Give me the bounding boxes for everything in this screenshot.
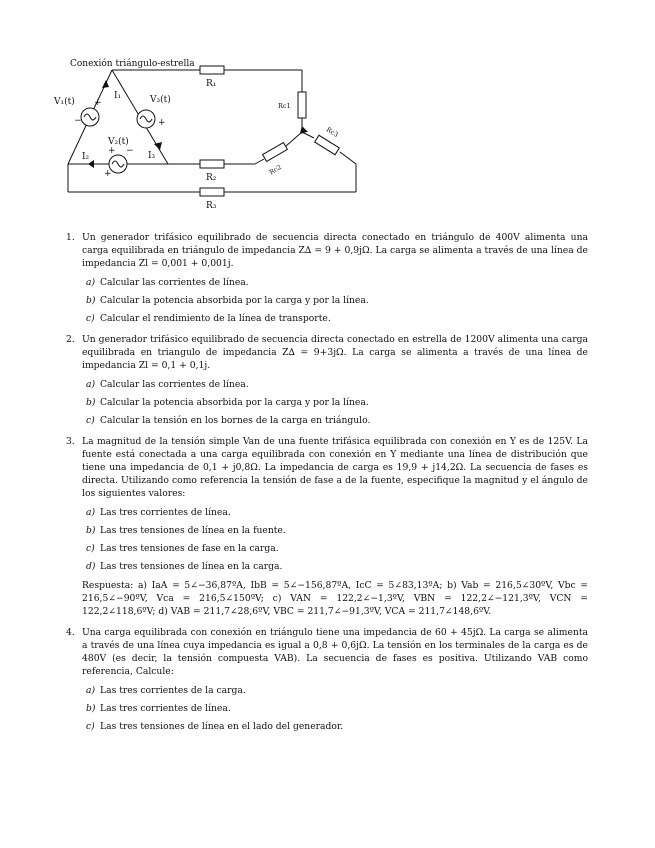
sub-text: Las tres corrientes de la carga. bbox=[100, 685, 246, 696]
minus-v2: − bbox=[126, 146, 134, 156]
minus-v1: − bbox=[74, 116, 82, 126]
sub-question bbox=[86, 414, 588, 427]
sub-question bbox=[86, 396, 588, 409]
sub-text: Las tres tensiones de línea en la carga. bbox=[100, 561, 283, 572]
sub-question-list bbox=[86, 506, 588, 573]
sub-label: a) bbox=[86, 507, 96, 518]
sub-text: Calcular la potencia absorbida por la carga y por la línea. bbox=[100, 295, 369, 306]
answer-text: Respuesta: a) IaA = 5∠−36,87ºA, IbB = 5∠−156,87ºA, IcC = 5∠83,13ºA; b) Vab = 216,5∠30ºV, Vbc = 216,5∠−90ºV, Vca = 216,5∠150ºV; c) VAN = 122,2∠−1,3ºV, VBN = 122,2∠−121,3ºV, VCN = 122,2∠118,6ºV; d) VAB = 211,7∠28,6ºV, VBC = 211,7∠−91,3ºV, VCA = 211,7∠148,6ºV. bbox=[82, 580, 588, 617]
plus-v3: + bbox=[158, 118, 166, 128]
sub-question bbox=[86, 378, 588, 391]
problem-list bbox=[66, 231, 588, 741]
sub-label: c) bbox=[86, 543, 95, 554]
sub-label: b) bbox=[86, 525, 96, 536]
sub-question bbox=[86, 312, 588, 325]
label-v2: V₂(t) bbox=[108, 137, 129, 147]
sub-question-list bbox=[86, 378, 588, 427]
problem-4 bbox=[66, 626, 588, 733]
problem-1 bbox=[66, 231, 588, 325]
resistor-rc2 bbox=[263, 143, 288, 162]
sub-text: Las tres corrientes de línea. bbox=[100, 507, 231, 518]
plus-v2: + bbox=[108, 146, 116, 156]
problem-statement: Un generador trifásico equilibrado de secuencia directa conectado en triángulo de 400V alimenta una carga equilibrada en triángulo de impedancia Z∆ = 9 + 0,9jΩ. La carga se alimenta a través de una línea de impedancia Zl = 0,001 + 0,001j. bbox=[82, 232, 588, 269]
label-i2: I₂ bbox=[82, 152, 90, 162]
problem-statement: Un generador trifásico equilibrado de secuencia directa conectado en estrella de 1200V alimenta una carga equilibrada en triangulo de impedancia Z∆ = 9+3jΩ. La carga se alimenta a través de una línea de impedancia Zl = 0,1 + 0,1j. bbox=[82, 334, 588, 371]
resistor-r1 bbox=[200, 66, 224, 74]
problem-number: 1. bbox=[66, 232, 75, 243]
sub-text: Calcular las corrientes de línea. bbox=[100, 277, 249, 288]
sub-question bbox=[86, 702, 588, 715]
resistor-r2 bbox=[200, 160, 224, 168]
sub-question bbox=[86, 276, 588, 289]
circuit-title: Conexión triángulo-estrella bbox=[70, 59, 195, 69]
plus-v1: + bbox=[94, 98, 102, 108]
problem-number: 2. bbox=[66, 334, 75, 345]
sub-question bbox=[86, 294, 588, 307]
sub-question bbox=[86, 506, 588, 519]
sub-text: Calcular el rendimiento de la línea de transporte. bbox=[100, 313, 331, 324]
star-node bbox=[301, 131, 304, 134]
sub-label: d) bbox=[86, 561, 96, 572]
label-r3: R₃ bbox=[206, 201, 217, 211]
plus-v2-bottom: + bbox=[104, 169, 112, 179]
sub-text: Calcular la potencia absorbida por la carga y por la línea. bbox=[100, 397, 369, 408]
label-rc2: Rc2 bbox=[267, 163, 283, 177]
label-rc1: Rc1 bbox=[278, 102, 291, 110]
label-r1: R₁ bbox=[206, 79, 217, 89]
label-i3: I₃ bbox=[148, 151, 156, 161]
problem-2 bbox=[66, 333, 588, 427]
sub-label: a) bbox=[86, 685, 96, 696]
circuit-diagram bbox=[50, 52, 370, 222]
label-rc3: Rc3 bbox=[324, 125, 340, 139]
resistor-rc1 bbox=[298, 92, 306, 118]
arrow-i1 bbox=[102, 80, 109, 88]
label-r2: R₂ bbox=[206, 173, 217, 183]
sub-label: c) bbox=[86, 721, 95, 732]
sub-question bbox=[86, 720, 588, 733]
triangle-star-circuit bbox=[50, 52, 370, 222]
sub-text: Las tres tensiones de línea en el lado del generador. bbox=[100, 721, 344, 732]
problem-statement: La magnitud de la tensión simple Van de una fuente trifásica equilibrada con conexión en Y es de 125V. La fuente está conectada a una carga equilibrada con conexión en Y mediante una línea de distribución que tiene una impedancia de 0,1 + j0,8Ω. La impedancia de carga es 19,9 + j14,2Ω. La secuencia de fases es directa. Utilizando como referencia la tensión de fase a de la fuente, especifique la magnitud y el ángulo de los siguientes valores: bbox=[82, 436, 588, 499]
problem-statement: Una carga equilibrada con conexión en triángulo tiene una impedancia de 60 + 45jΩ. La carga se alimenta a través de una línea cuya impedancia es igual a 0,8 + 0,6jΩ. La tensión en los terminales de la carga es de 480V (es decir, la tensión compuesta VAB). La secuencia de fases es positiva. Utilizando VAB como referencia, Calcule: bbox=[82, 627, 588, 677]
sub-question bbox=[86, 684, 588, 697]
sub-label: c) bbox=[86, 313, 95, 324]
problem-3 bbox=[66, 435, 588, 618]
label-v1: V₁(t) bbox=[54, 97, 75, 107]
sub-label: b) bbox=[86, 295, 96, 306]
problem-number: 3. bbox=[66, 436, 75, 447]
sub-label: c) bbox=[86, 415, 95, 426]
source-v1 bbox=[81, 108, 99, 126]
sub-label: a) bbox=[86, 277, 96, 288]
sub-text: Calcular las corrientes de línea. bbox=[100, 379, 249, 390]
sub-question-list bbox=[86, 684, 588, 733]
sub-text: Las tres tensiones de línea en la fuente. bbox=[100, 525, 286, 536]
sub-text: Las tres corrientes de línea. bbox=[100, 703, 231, 714]
sub-question bbox=[86, 542, 588, 555]
sub-question bbox=[86, 524, 588, 537]
sub-label: b) bbox=[86, 703, 96, 714]
sub-question bbox=[86, 560, 588, 573]
sub-question-list bbox=[86, 276, 588, 325]
problem-number: 4. bbox=[66, 627, 75, 638]
label-i1: I₁ bbox=[114, 91, 122, 101]
resistor-r3 bbox=[200, 188, 224, 196]
sub-label: a) bbox=[86, 379, 96, 390]
sub-text: Las tres tensiones de fase en la carga. bbox=[100, 543, 279, 554]
source-v3 bbox=[137, 110, 155, 128]
label-v3: V₃(t) bbox=[150, 95, 171, 105]
sub-label: b) bbox=[86, 397, 96, 408]
sub-text: Calcular la tensión en los bornes de la carga en triángulo. bbox=[100, 415, 371, 426]
source-v2 bbox=[109, 155, 127, 173]
